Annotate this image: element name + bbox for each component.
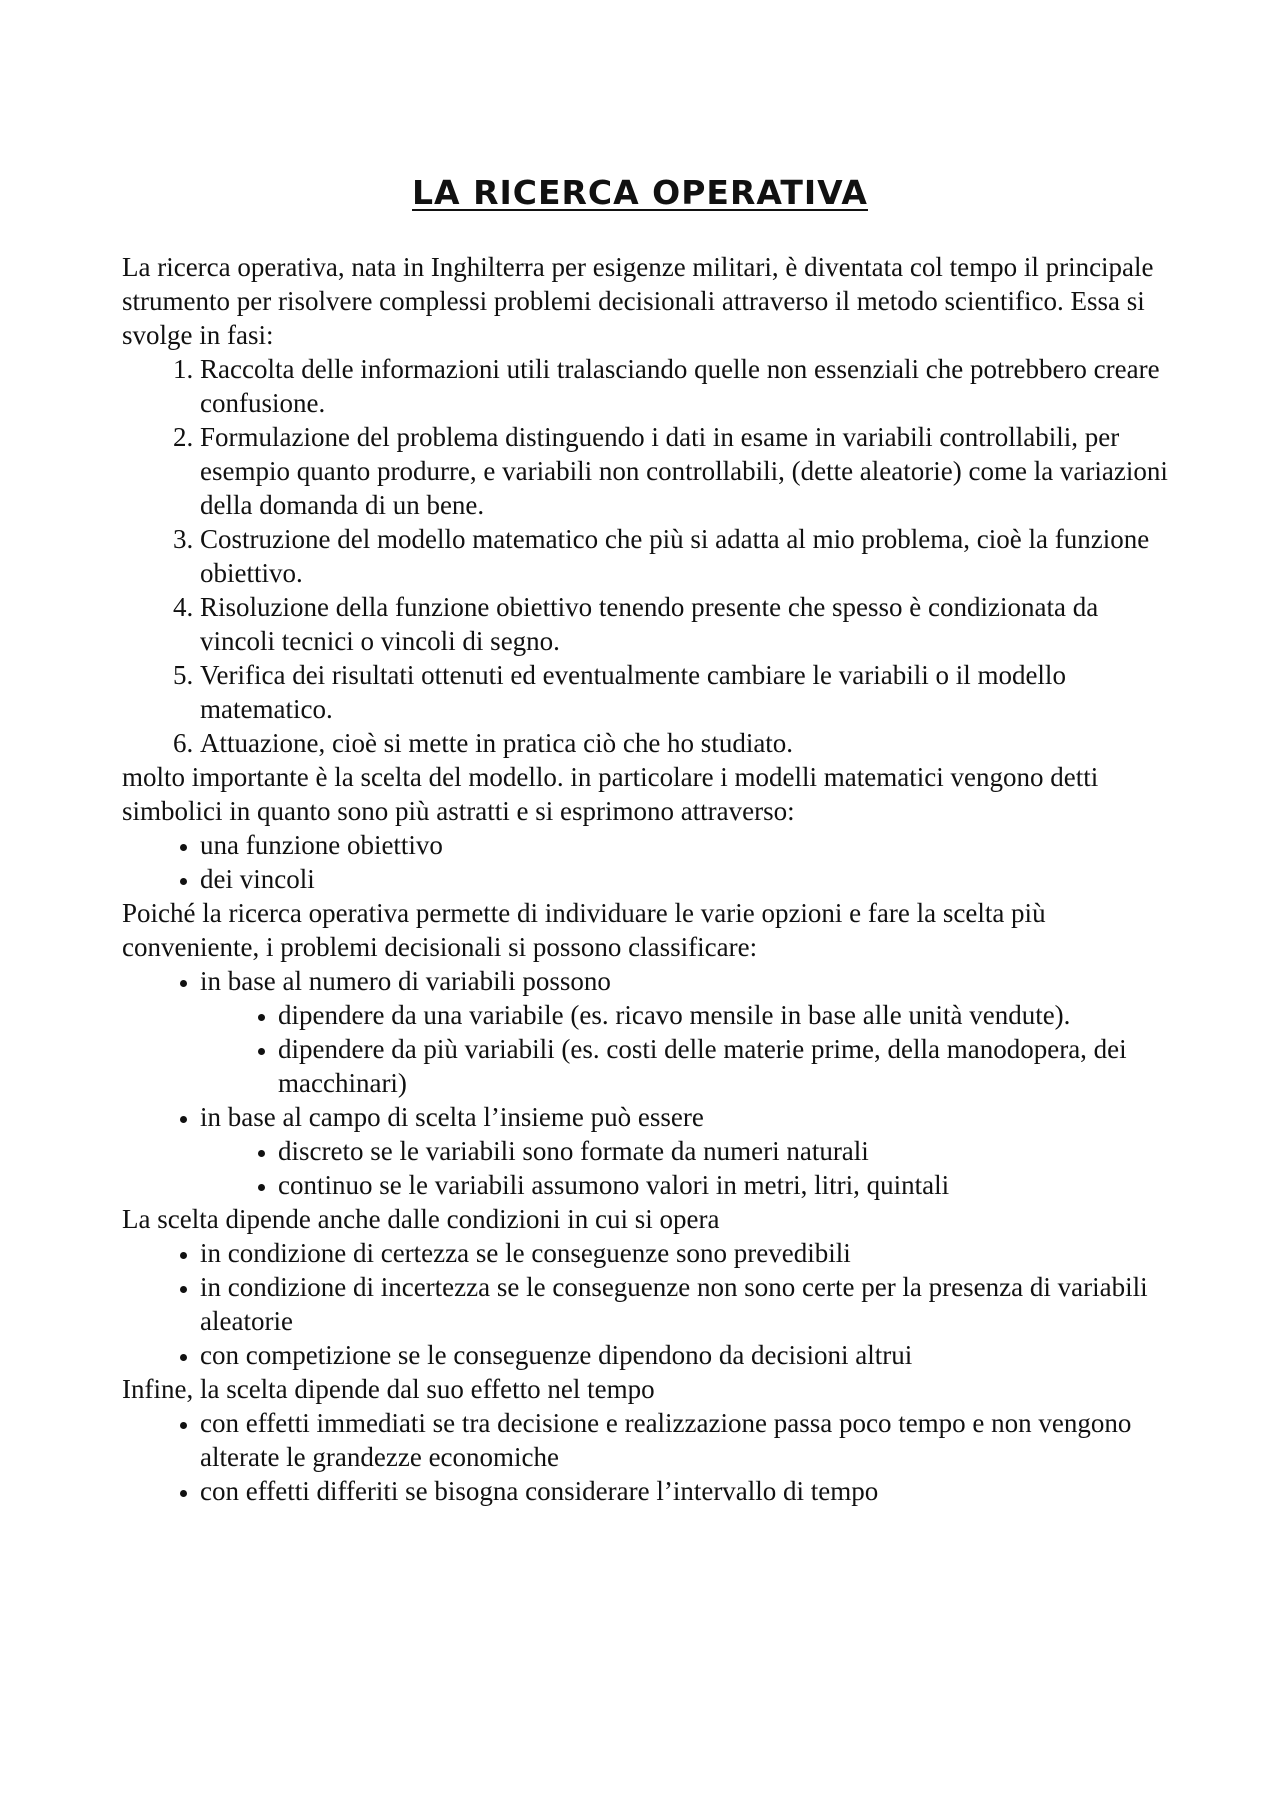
classify-subitem: • dipendere da una variabile (es. ricavo mensile in base alle unità vendute). — [278, 998, 1172, 1032]
time-list — [122, 1406, 1172, 1508]
classify-subitem: • dipendere da più variabili (es. costi delle materie prime, della manodopera, dei macchinari) — [278, 1032, 1172, 1100]
classify-item-label: in base al campo di scelta l’insieme può essere — [200, 1102, 704, 1132]
condition-item: • in condizione di certezza se le conseguenze sono prevedibili — [200, 1236, 1172, 1270]
intro-paragraph: La ricerca operativa, nata in Inghilterra per esigenze militari, è diventata col tempo il principale strumento per risolvere complessi problemi decisionali attraverso il metodo scientifico. Essa si svolge in fasi: — [122, 252, 1154, 350]
document-body — [122, 250, 1172, 1508]
model-item: • una funzione obiettivo — [200, 828, 1172, 862]
condition-item: • con competizione se le conseguenze dipendono da decisioni altrui — [200, 1338, 1172, 1372]
classify-item — [200, 964, 1172, 1100]
classify-subitem: • discreto se le variabili sono formate da numeri naturali — [278, 1134, 1172, 1168]
classify-sublist — [200, 998, 1172, 1100]
phase-item: 4. Risoluzione della funzione obiettivo tenendo presente che spesso è condizionata da vincoli tecnici o vincoli di segno. — [200, 590, 1172, 658]
phase-item: 5. Verifica dei risultati ottenuti ed eventualmente cambiare le variabili o il modello matematico. — [200, 658, 1172, 726]
classify-item-label: in base al numero di variabili possono — [200, 966, 611, 996]
classify-subitem: • continuo se le variabili assumono valori in metri, litri, quintali — [278, 1168, 1172, 1202]
classify-item — [200, 1100, 1172, 1202]
page-title: LA RICERCA OPERATIVA — [412, 173, 868, 212]
model-list — [122, 828, 1172, 896]
classify-paragraph: Poiché la ricerca operativa permette di individuare le varie opzioni e fare la scelta più conveniente, i problemi decisionali si possono classificare: — [122, 898, 1046, 962]
phase-item: 1. Raccolta delle informazioni utili tralasciando quelle non essenziali che potrebbero creare confusione. — [200, 352, 1172, 420]
time-paragraph: Infine, la scelta dipende dal suo effetto nel tempo — [122, 1374, 655, 1404]
phase-item: 2. Formulazione del problema distinguendo i dati in esame in variabili controllabili, per esempio quanto produrre, e variabili non controllabili, (dette aleatorie) come la variazioni della domanda di un bene. — [200, 420, 1172, 522]
phase-item: 3. Costruzione del modello matematico che più si adatta al mio problema, cioè la funzione obiettivo. — [200, 522, 1172, 590]
model-paragraph: molto importante è la scelta del modello. in particolare i modelli matematici vengono detti simbolici in quanto sono più astratti e si esprimono attraverso: — [122, 762, 1099, 826]
model-item: • dei vincoli — [200, 862, 1172, 896]
time-item: • con effetti immediati se tra decisione e realizzazione passa poco tempo e non vengono alterate le grandezze economiche — [200, 1406, 1172, 1474]
condition-item: • in condizione di incertezza se le conseguenze non sono certe per la presenza di variabili aleatorie — [200, 1270, 1172, 1338]
time-item: • con effetti differiti se bisogna considerare l’intervallo di tempo — [200, 1474, 1172, 1508]
classify-list — [122, 964, 1172, 1202]
classify-sublist — [200, 1134, 1172, 1202]
phases-list — [122, 352, 1172, 760]
phase-item: 6. Attuazione, cioè si mette in pratica ciò che ho studiato. — [200, 726, 1172, 760]
conditions-paragraph: La scelta dipende anche dalle condizioni in cui si opera — [122, 1204, 720, 1234]
conditions-list — [122, 1236, 1172, 1372]
